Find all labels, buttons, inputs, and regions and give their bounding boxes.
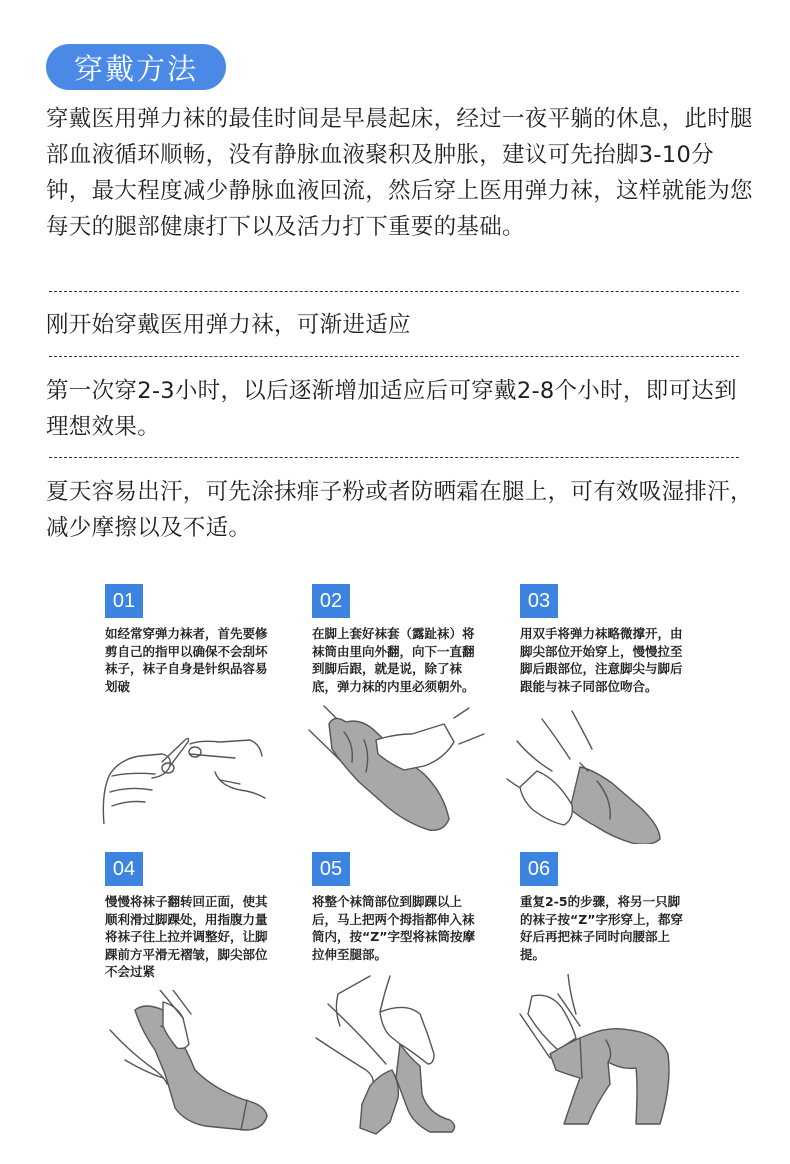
dashed-divider [49, 356, 739, 357]
inverting-sock-illustration-icon [304, 704, 494, 839]
step-number-badge: 06 [520, 852, 558, 886]
step-description: 将整个袜筒部位到脚踝以上后，马上把两个拇指都伸入袜筒内，按“Z”字型将袜筒按摩拉伸至腿部。 [312, 894, 475, 962]
step-description: 如经常穿弹力袜者，首先要修剪自己的指甲以确保不会刮坏袜子，袜子自身是针织品容易划破 [105, 626, 268, 694]
pull-to-waist-illustration-icon [510, 974, 690, 1144]
start-gradually-paragraph: 刚开始穿戴医用弹力袜，可渐进适应 [46, 312, 411, 338]
section-title-pill: 穿戴方法 [46, 44, 226, 90]
intro-paragraph: 穿戴医用弹力袜的最佳时间是早晨起床，经过一夜平躺的休息，此时腿部血液循环顺畅，没有静脉血液聚积及肿胀，建议可先抬脚3-10分钟，最大程度减少静脉血液回流，然后穿上医用弹力袜，这样就能为您每天的腿部健康打下以及活力打下重要的基础。 [46, 106, 753, 240]
step-card-04 [105, 852, 305, 981]
step-description: 慢慢将袜子翻转回正面，使其顺利滑过脚踝处，用指腹力量将袜子往上拉并调整好，让脚踝前方平滑无褶皱，脚尖部位不会过紧 [105, 894, 268, 979]
step-description: 在脚上套好袜套（露趾袜）将袜筒由里向外翻，向下一直翻到脚后跟，就是说，除了袜底，弹力袜的内里必须朝外。 [312, 626, 475, 694]
dashed-divider [49, 457, 739, 458]
trimming-nails-illustration-icon [100, 694, 280, 824]
first-time-paragraph: 第一次穿2-3小时，以后逐渐增加适应后可穿戴2-8个小时，即可达到理想效果。 [46, 378, 737, 440]
pulling-over-heel-illustration-icon [502, 709, 692, 844]
step-card-05 [312, 852, 512, 963]
z-stretch-calf-illustration-icon [310, 974, 490, 1144]
summer-tip-paragraph: 夏天容易出汗，可先涂抹痱子粉或者防晒霜在腿上，可有效吸湿排汗，减少摩擦以及不适。 [46, 479, 753, 541]
step-number-badge: 05 [312, 852, 350, 886]
step-number-badge: 01 [105, 584, 143, 618]
step-number-badge: 04 [105, 852, 143, 886]
step-card-06 [520, 852, 720, 963]
step-card-02 [312, 584, 512, 695]
step-card-03 [520, 584, 720, 695]
step-number-badge: 02 [312, 584, 350, 618]
step-card-01 [105, 584, 305, 695]
dashed-divider [49, 291, 739, 292]
step-description: 用双手将弹力袜略微撑开，由脚尖部位开始穿上，慢慢拉至脚后跟部位，注意脚尖与脚后跟能与袜子同部位吻合。 [520, 626, 683, 694]
step-number-badge: 03 [520, 584, 558, 618]
turning-sock-up-illustration-icon [105, 990, 285, 1140]
step-description: 重复2-5的步骤，将另一只脚的袜子按“Z”字形穿上，都穿好后再把袜子同时向腰部上提。 [520, 894, 683, 962]
